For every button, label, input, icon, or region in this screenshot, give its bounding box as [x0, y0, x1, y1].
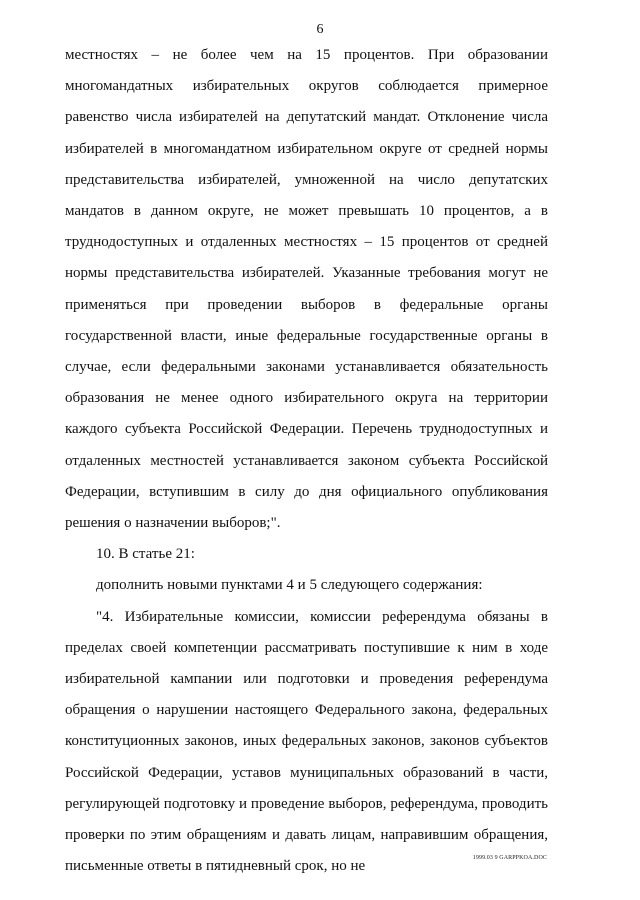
document-body — [65, 40, 548, 882]
document-footer-code: 1999.03 9 GARPPKOA.DOC — [472, 855, 547, 861]
paragraph-amendment-intro: дополнить новыми пунктами 4 и 5 следующего содержания: — [96, 577, 483, 594]
paragraph-continuation: местностях – не более чем на 15 процентов. При образовании многомандатных избирательных округов соблюдается примерное равенство числа избирателей на депутатский мандат. Отклонение числа избирателей в многомандатном избирательном округе от средней нормы представительства избирателей, умноженной на число депутатских мандатов в данном округе, не может превышать 10 процентов, а в труднодоступных и отдаленных местностях – 15 процентов от средней нормы представительства избирателей. Указанные требования могут не применяться при проведении выборов в федеральные органы государственной власти, иные федеральные государственные органы в случае, если федеральными законами устанавливается обязательность образования не менее одного избирательного округа на территории каждого субъекта Российской Федерации. Перечень труднодоступных и отдаленных местностей устанавливается законом субъекта Российской Федерации, вступившим в силу до дня официального опубликования решения о назначении выборов;". — [65, 47, 548, 532]
page-number: 6 — [316, 22, 324, 37]
paragraph-item-4: "4. Избирательные комиссии, комиссии референдума обязаны в пределах своей компетенции рассматривать поступившие к ним в ходе избирательной кампании или подготовки и проведения референдума обращения о нарушении настоящего Федерального закона, федеральных конституционных законов, иных федеральных законов, законов субъектов Российской Федерации, уставов муниципальных образований в части, регулирующей подготовку и проведение выборов, референдума, проводить проверки по этим обращениям и давать лицам, направившим обращения, письменные ответы в пятидневный срок, но не — [65, 608, 548, 875]
paragraph-article-heading: 10. В статье 21: — [96, 546, 195, 563]
